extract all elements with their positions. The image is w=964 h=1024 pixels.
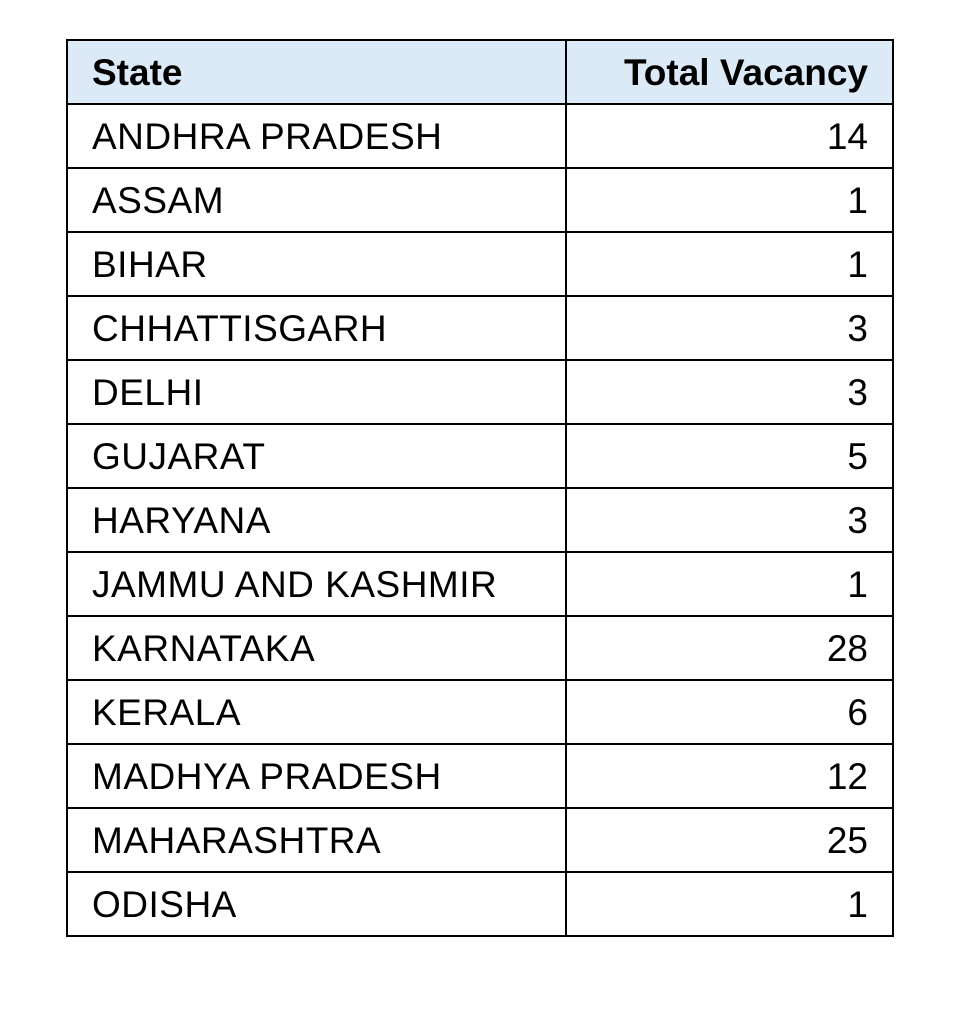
- vacancy-cell: 3: [566, 360, 893, 424]
- table-row: [67, 552, 893, 616]
- vacancy-cell: 1: [566, 232, 893, 296]
- vacancy-cell: 6: [566, 680, 893, 744]
- state-cell: JAMMU AND KASHMIR: [67, 552, 566, 616]
- total-vacancy-column-header: Total Vacancy: [566, 40, 893, 104]
- vacancy-cell: 12: [566, 744, 893, 808]
- vacancy-cell: 1: [566, 872, 893, 936]
- state-column-header: State: [67, 40, 566, 104]
- table-row: [67, 424, 893, 488]
- table-row: [67, 360, 893, 424]
- state-cell: ASSAM: [67, 168, 566, 232]
- table-row: [67, 296, 893, 360]
- table-row: [67, 744, 893, 808]
- table-header-row: [67, 40, 893, 104]
- state-cell: KERALA: [67, 680, 566, 744]
- table-row: [67, 488, 893, 552]
- state-cell: BIHAR: [67, 232, 566, 296]
- vacancy-cell: 3: [566, 488, 893, 552]
- state-cell: KARNATAKA: [67, 616, 566, 680]
- vacancy-cell: 25: [566, 808, 893, 872]
- state-cell: ANDHRA PRADESH: [67, 104, 566, 168]
- vacancy-cell: 28: [566, 616, 893, 680]
- state-cell: GUJARAT: [67, 424, 566, 488]
- table-row: [67, 104, 893, 168]
- vacancy-cell: 14: [566, 104, 893, 168]
- table-body: [67, 104, 893, 936]
- state-cell: DELHI: [67, 360, 566, 424]
- table-row: [67, 616, 893, 680]
- vacancy-cell: 1: [566, 168, 893, 232]
- table-row: [67, 872, 893, 936]
- vacancy-cell: 5: [566, 424, 893, 488]
- table-row: [67, 168, 893, 232]
- vacancy-table: [66, 39, 894, 937]
- state-cell: MAHARASHTRA: [67, 808, 566, 872]
- state-cell: CHHATTISGARH: [67, 296, 566, 360]
- table-row: [67, 808, 893, 872]
- vacancy-cell: 1: [566, 552, 893, 616]
- state-cell: MADHYA PRADESH: [67, 744, 566, 808]
- vacancy-cell: 3: [566, 296, 893, 360]
- state-cell: HARYANA: [67, 488, 566, 552]
- table-row: [67, 232, 893, 296]
- state-cell: ODISHA: [67, 872, 566, 936]
- table-row: [67, 680, 893, 744]
